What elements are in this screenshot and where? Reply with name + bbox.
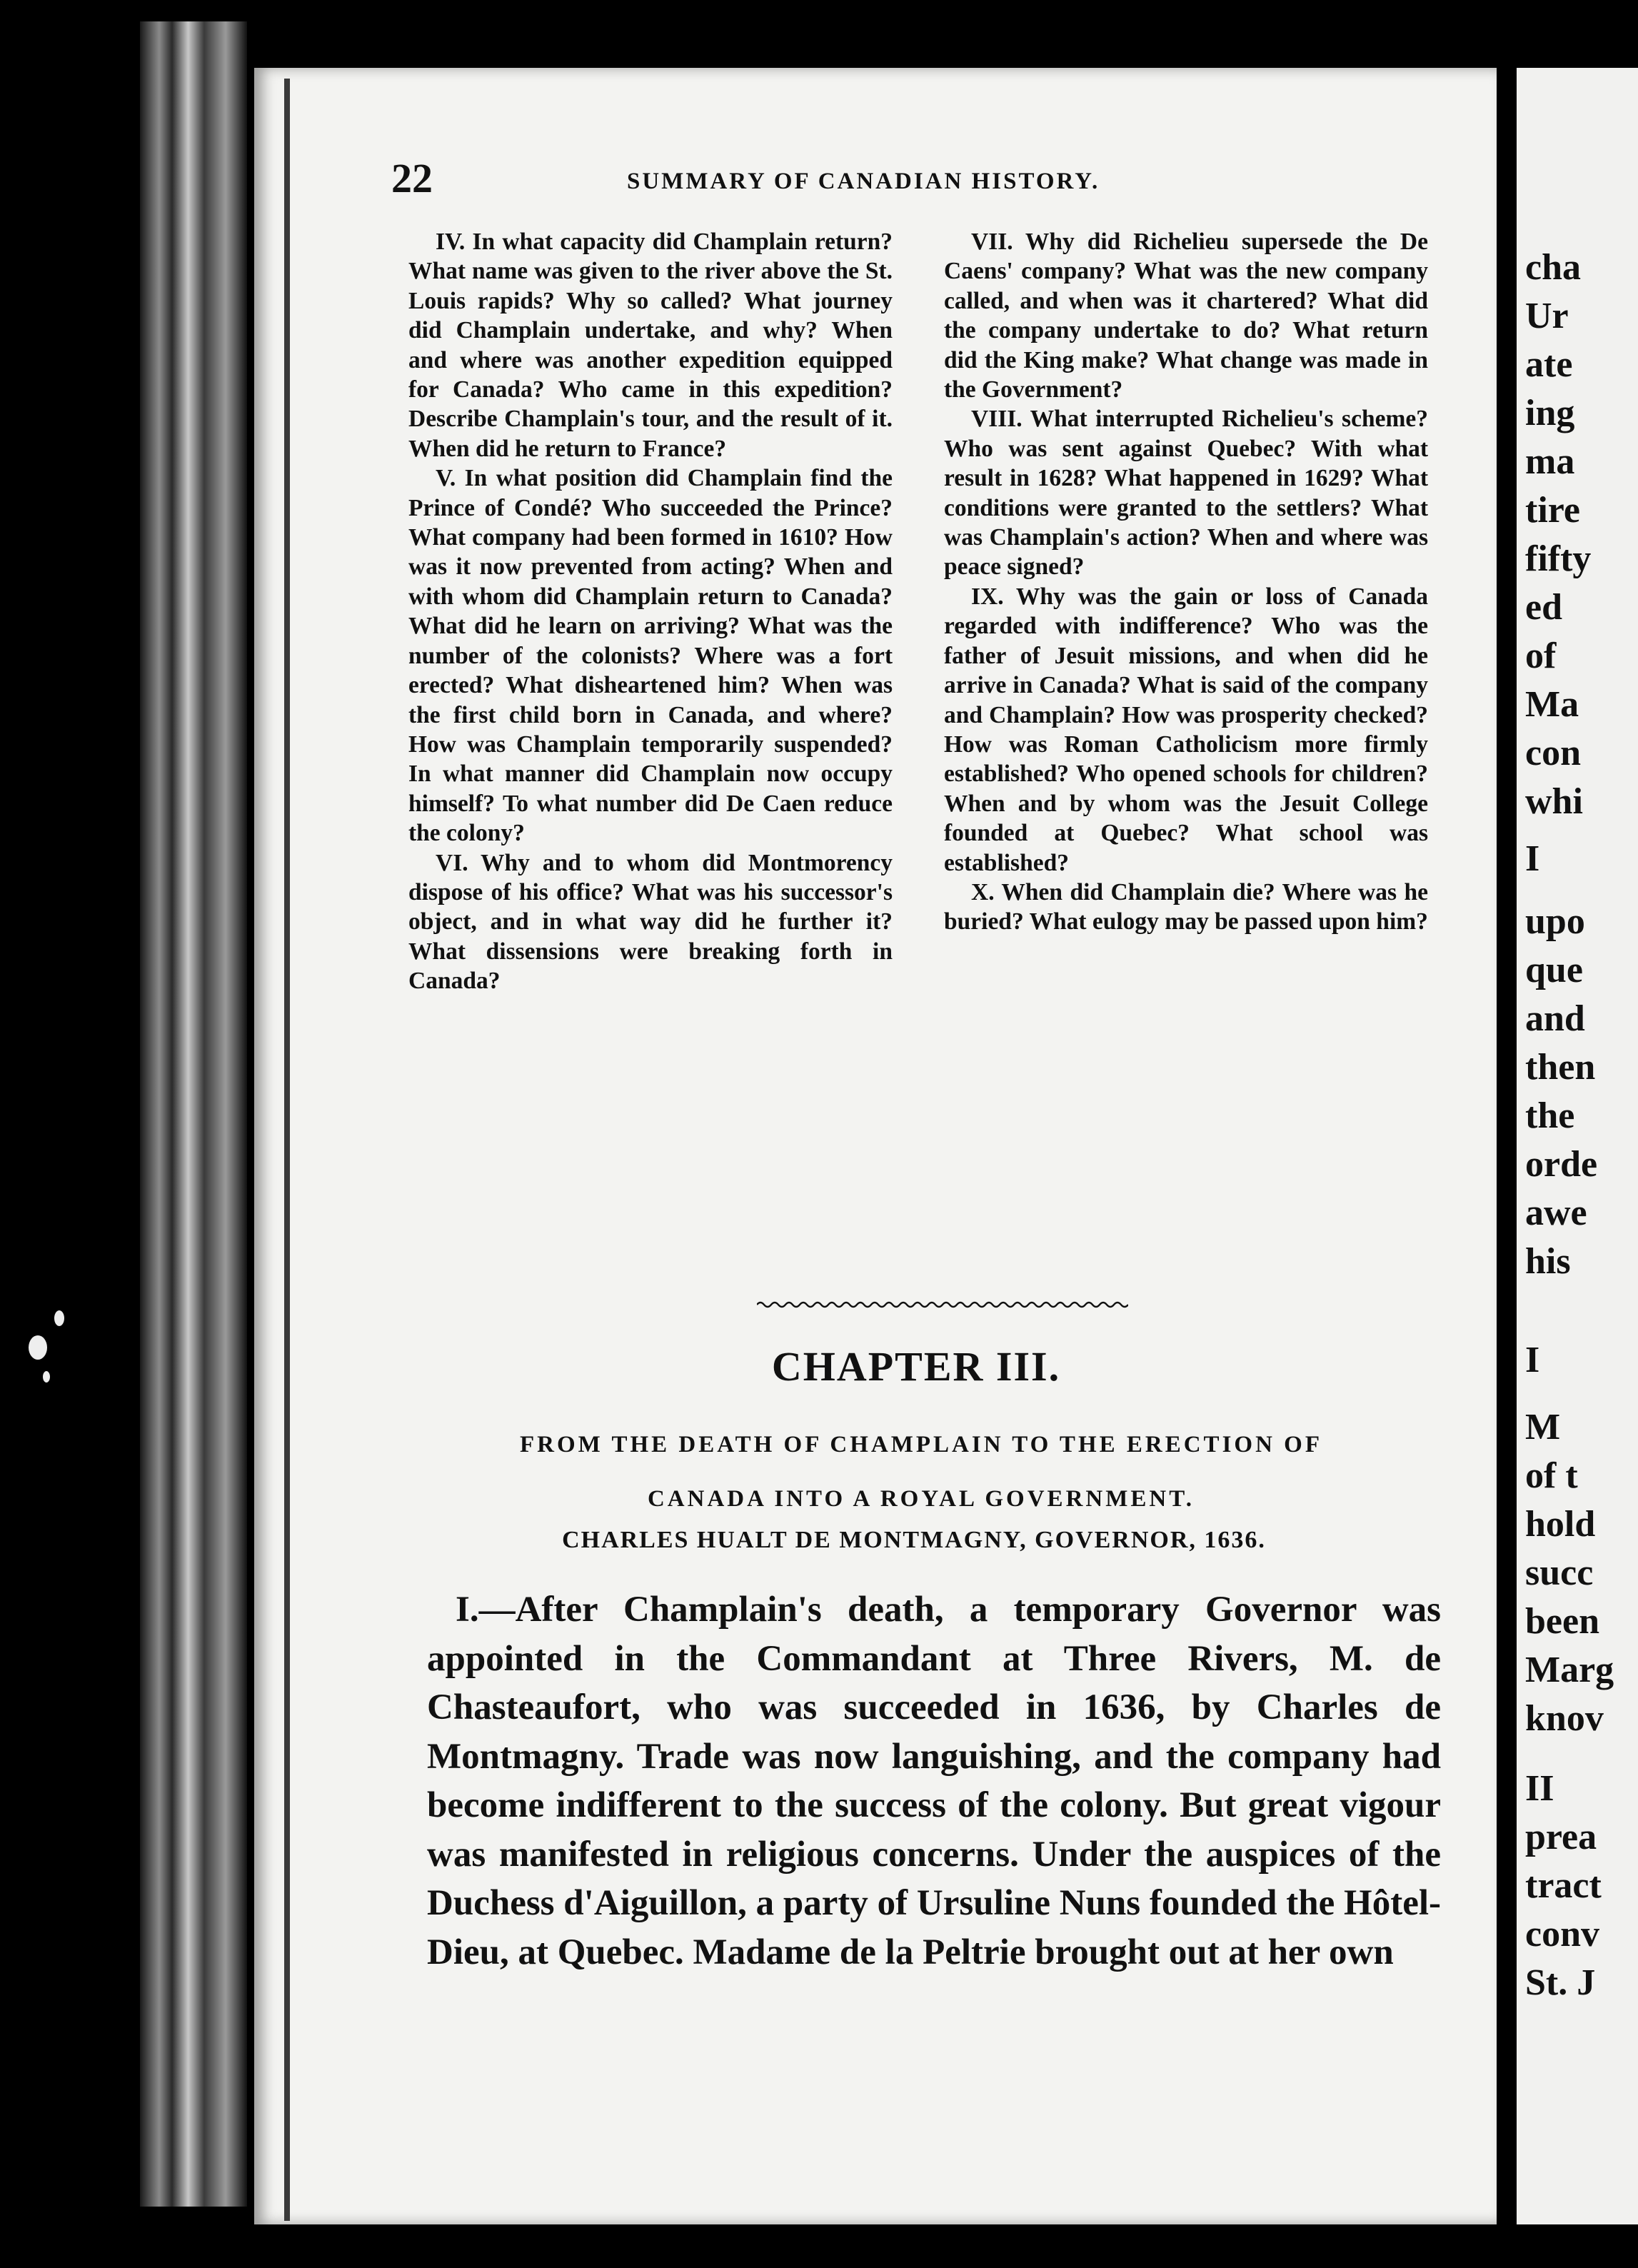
fragment-text: conv: [1525, 1914, 1599, 1955]
chapter-subtitle: [400, 1418, 1442, 1526]
ornamental-rule: [757, 1300, 1128, 1310]
fragment-text: St. J: [1525, 1962, 1596, 2003]
fragment-text: con: [1525, 733, 1581, 773]
fragment-text: cha: [1525, 247, 1581, 288]
fragment-text: M: [1525, 1407, 1561, 1447]
fragment-text: his: [1525, 1241, 1571, 1282]
fragment-text: ed: [1525, 587, 1562, 628]
questions-right-column: [944, 227, 1428, 996]
governor-heading: CHARLES HUALT DE MONTMAGNY, GOVERNOR, 1636.: [562, 1527, 1266, 1553]
question-paragraph: X. When did Champlain die? Where was he buried? What eulogy may be passed upon him?: [944, 878, 1428, 935]
fragment-text: orde: [1525, 1144, 1598, 1185]
fragment-text: ate: [1525, 344, 1573, 385]
fragment-text: of: [1525, 636, 1557, 676]
chapter-subtitle-line: CANADA INTO A ROYAL GOVERNMENT.: [647, 1486, 1195, 1512]
scan-speck: [43, 1371, 50, 1383]
chapter-paragraph: I.—After Champlain's death, a temporary Governor was appointed in the Commandant at Three Rivers, M. de Chasteaufort, who was succeeded in 1636, by Charles de Montmagny. Trade was now languishing, and the company had become indifferent to the success of the colony. But great vigour was manifested in religious concerns. Under the auspices of the Duchess d'Aiguillon, a party of Ursuline Nuns founded the Hôtel-Dieu, at Quebec. Madame de la Peltrie brought out at her own: [427, 1590, 1441, 1972]
fragment-text: hold: [1525, 1504, 1596, 1545]
fragment-text: been: [1525, 1601, 1599, 1642]
fragment-text: knov: [1525, 1698, 1604, 1739]
fragment-text: whi: [1525, 781, 1583, 822]
fragment-text: of t: [1525, 1455, 1578, 1496]
fragment-text: II: [1525, 1768, 1554, 1809]
page-header: [391, 155, 1441, 201]
fragment-text: and: [1525, 998, 1585, 1039]
fragment-text: awe: [1525, 1193, 1587, 1233]
questions-left-column: [408, 227, 893, 996]
fragment-text: I: [1525, 838, 1540, 879]
fragment-text: prea: [1525, 1817, 1597, 1857]
fragment-text: succ: [1525, 1552, 1594, 1593]
fragment-text: tract: [1525, 1865, 1602, 1906]
chapter-subtitle-line: FROM THE DEATH OF CHAMPLAIN TO THE ERECTION OF: [519, 1432, 1322, 1457]
chapter-title: CHAPTER III.: [771, 1343, 1061, 1390]
fragment-text: the: [1525, 1095, 1575, 1136]
fragment-text: then: [1525, 1047, 1596, 1088]
fragment-text: upo: [1525, 901, 1585, 942]
question-paragraph: VII. Why did Richelieu supersede the De Caens' company? What was the new company called, and when was it chartered? What did the company undertake to do? What return did the King make? What change was made in the Government?: [944, 229, 1428, 403]
scan-speck: [54, 1310, 64, 1326]
fragment-text: que: [1525, 950, 1583, 990]
question-paragraph: VI. Why and to whom did Montmorency dispose of his office? What was his successor's object, and in what way did he further it? What dissensions were breaking forth in Canada?: [408, 849, 893, 995]
fragment-text: ma: [1525, 441, 1575, 482]
fragment-text: Ma: [1525, 684, 1579, 725]
question-paragraph: IX. Why was the gain or loss of Canada regarded with indifference? Who was the father of Jesuit missions, and when did he arrive in Canada? What is said of the company and Champlain? How was prosperity checked? How was Roman Catholicism more firmly established? Who opened schools for children? When and by whom was the Jesuit College founded at Quebec? What school was established?: [944, 583, 1428, 876]
fragment-text: I: [1525, 1340, 1540, 1380]
page-gutter: [1497, 0, 1517, 2268]
review-questions: [408, 227, 1428, 996]
question-paragraph: IV. In what capacity did Champlain return? What name was given to the river above the St. Louis rapids? Why so called? What journey did Champlain undertake, and why? When and where was another expedition equipped for Canada? Who came in this expedition? Describe Champlain's tour, and the result of it. When did he return to France?: [408, 229, 893, 462]
question-paragraph: VIII. What interrupted Richelieu's scheme? Who was sent against Quebec? With what result in 1628? What happened in 1629? What conditions were granted to the settlers? What was Champlain's action? When and where was peace signed?: [944, 406, 1428, 581]
fragment-text: Ur: [1525, 296, 1569, 336]
fragment-text: Marg: [1525, 1650, 1614, 1690]
adjacent-page-fragment: [1517, 68, 1638, 2224]
fragment-text: ing: [1525, 393, 1575, 433]
fragment-text: tire: [1525, 490, 1580, 531]
question-paragraph: V. In what position did Champlain find the Prince of Condé? Who succeeded the Prince? What company had been formed in 1610? How was it now prevented from acting? When and with whom did Champlain return to Canada? What did he learn on arriving? What was the number of the colonists? Where was a fort erected? What disheartened him? When was the first child born in Canada, and where? How was Champlain temporarily suspended? In what manner did Champlain now occupy himself? To what number did De Caen reduce the colony?: [408, 465, 893, 847]
scan-speck: [29, 1335, 47, 1360]
running-head: SUMMARY OF CANADIAN HISTORY.: [627, 169, 1100, 194]
book-binding-edge: [140, 21, 247, 2207]
page-shadow-line: [284, 79, 290, 2221]
fragment-text: fifty: [1525, 538, 1592, 579]
page-number: 22: [391, 155, 433, 201]
